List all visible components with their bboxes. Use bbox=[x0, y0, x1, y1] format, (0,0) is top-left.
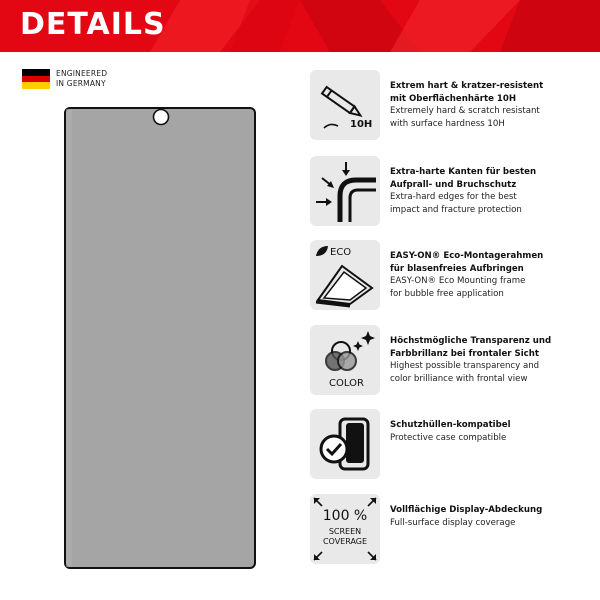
feature-desc-line: Extra-hard edges for the best bbox=[390, 192, 517, 203]
icon-label-screen: SCREEN bbox=[328, 527, 362, 536]
color-brilliance-icon bbox=[310, 325, 380, 395]
icon-label-eco: ECO bbox=[330, 247, 352, 258]
feature-title-line: mit Oberflächenhärte 10H bbox=[390, 93, 517, 104]
origin-line-2: IN GERMANY bbox=[56, 79, 106, 88]
feature-title-line: Farbbrillanz bei frontaler Sicht bbox=[390, 348, 539, 359]
feature-title-line: Schutzhüllen-kompatibel bbox=[390, 420, 511, 430]
feature-full-coverage bbox=[310, 494, 600, 564]
feature-desc-line: for bubble free application bbox=[390, 288, 504, 299]
feature-title-line: Extra-harte Kanten für besten bbox=[390, 167, 537, 177]
icon-label-coverage: COVERAGE bbox=[322, 537, 368, 546]
page-title: DETAILS bbox=[20, 7, 166, 42]
feature-edges bbox=[310, 156, 600, 226]
camera-cutout bbox=[154, 110, 169, 125]
curved-edge-impact-icon bbox=[310, 156, 380, 226]
feature-title-line: Aufprall- und Bruchschutz bbox=[390, 179, 517, 190]
origin-line-1: ENGINEERED bbox=[56, 69, 108, 78]
feature-desc-line: with surface hardness 10H bbox=[390, 118, 505, 129]
pen-hardness-icon bbox=[310, 70, 380, 140]
feature-eco-frame bbox=[310, 240, 600, 310]
feature-title-line: Extrem hart & kratzer-resistent bbox=[390, 81, 544, 91]
feature-color bbox=[310, 325, 600, 395]
feature-desc-line: Highest possible transparency and bbox=[390, 361, 540, 372]
feature-desc-line: Protective case compatible bbox=[390, 432, 507, 443]
icon-label-100: 100 % bbox=[322, 508, 368, 524]
feature-title-line: Höchstmögliche Transparenz und bbox=[390, 336, 552, 346]
origin-text bbox=[56, 69, 107, 89]
eco-mounting-frame-icon bbox=[310, 240, 380, 310]
feature-title-line: für blasenfreies Aufbringen bbox=[390, 263, 524, 274]
feature-hardness bbox=[310, 70, 600, 140]
case-compatible-icon bbox=[310, 409, 380, 479]
phone-screen-protector bbox=[62, 106, 258, 570]
feature-desc-line: Extremely hard & scratch resistant bbox=[390, 106, 540, 117]
feature-title-line: Vollflächige Display-Abdeckung bbox=[390, 505, 543, 515]
header-banner bbox=[0, 0, 600, 52]
feature-title-line: EASY-ON® Eco-Montagerahmen bbox=[390, 251, 544, 261]
german-flag-icon bbox=[22, 69, 50, 89]
feature-case-compatible bbox=[310, 409, 600, 479]
feature-desc-line: Full-surface display coverage bbox=[390, 517, 516, 528]
leaf-icon bbox=[316, 246, 328, 256]
full-coverage-icon bbox=[310, 494, 380, 564]
icon-label-10h: 10H bbox=[350, 119, 373, 130]
icon-label-color: COLOR bbox=[329, 378, 364, 389]
feature-desc-line: EASY-ON® Eco Mounting frame bbox=[390, 276, 526, 287]
origin-badge bbox=[22, 69, 107, 89]
feature-desc-line: impact and fracture protection bbox=[390, 204, 522, 215]
feature-desc-line: color brilliance with frontal view bbox=[390, 373, 528, 384]
